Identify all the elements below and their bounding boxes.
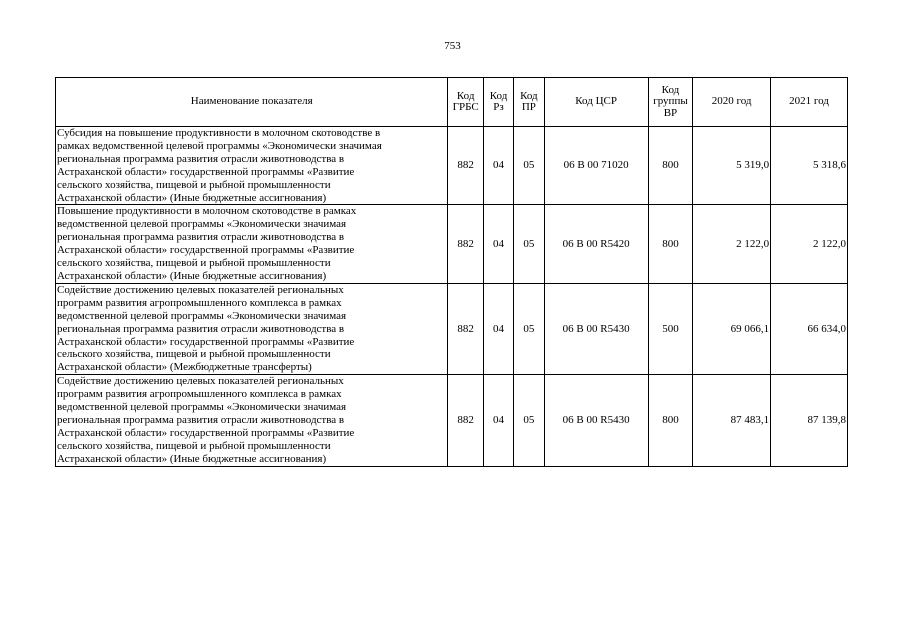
row-name: Содействие достижению целевых показателей региональных программ развития агропромышленного комплекса в рамках ведомственной целевой программы «Экономически значимая региональная программа развития отрасли животноводства в Астраханской области» государственной программы «Развитие сельского хозяйства, пищевой и рыбной промышленности Астраханской области» (Иные бюджетные ассигнования) — [56, 375, 448, 466]
row-name: Субсидия на повышение продуктивности в молочном скотоводстве в рамках ведомственной целевой программы «Экономически значимая региональная программа развития отрасли животноводства в Астраханской области» государственной программы «Развитие сельского хозяйства, пищевой и рыбной промышленности Астраханской области» (Иные бюджетные ассигнования) — [56, 127, 448, 205]
table-row — [56, 283, 848, 374]
page-number: 753 — [444, 40, 461, 52]
row-csr: 06 В 00 R5420 — [544, 205, 648, 283]
row-2021: 66 634,0 — [771, 283, 848, 374]
row-csr: 06 В 00 R5430 — [544, 283, 648, 374]
header-rz: Код Рз — [483, 78, 513, 127]
header-name: Наименование показателя — [56, 78, 448, 127]
row-name: Повышение продуктивности в молочном скотоводстве в рамках ведомственной целевой программы «Экономически значимая региональная программа развития отрасли животноводства в Астраханской области» государственной программы «Развитие сельского хозяйства, пищевой и рыбной промышленности Астраханской области» (Иные бюджетные ассигнования) — [56, 205, 448, 283]
header-2021: 2021 год — [771, 78, 848, 127]
row-rz: 04 — [483, 127, 513, 205]
header-vr: Код группы ВР — [648, 78, 693, 127]
row-grbs: 882 — [448, 375, 483, 466]
row-2021: 87 139,8 — [771, 375, 848, 466]
row-csr: 06 В 00 R5430 — [544, 375, 648, 466]
row-rz: 04 — [483, 375, 513, 466]
header-csr: Код ЦСР — [544, 78, 648, 127]
budget-table — [55, 77, 848, 467]
row-2021: 2 122,0 — [771, 205, 848, 283]
row-vr: 800 — [648, 205, 693, 283]
row-vr: 800 — [648, 375, 693, 466]
row-2020: 69 066,1 — [693, 283, 771, 374]
row-name: Содействие достижению целевых показателей региональных программ развития агропромышленного комплекса в рамках ведомственной целевой программы «Экономически значимая региональная программа развития отрасли животноводства в Астраханской области» государственной программы «Развитие сельского хозяйства, пищевой и рыбной промышленности Астраханской области» (Межбюджетные трансферты) — [56, 283, 448, 374]
row-grbs: 882 — [448, 283, 483, 374]
table-row — [56, 205, 848, 283]
row-rz: 04 — [483, 283, 513, 374]
row-vr: 500 — [648, 283, 693, 374]
table-row — [56, 375, 848, 466]
table-row — [56, 127, 848, 205]
row-pr: 05 — [514, 375, 544, 466]
row-pr: 05 — [514, 205, 544, 283]
header-2020: 2020 год — [693, 78, 771, 127]
row-2021: 5 318,6 — [771, 127, 848, 205]
row-pr: 05 — [514, 127, 544, 205]
header-grbs: Код ГРБС — [448, 78, 483, 127]
row-2020: 5 319,0 — [693, 127, 771, 205]
row-csr: 06 В 00 71020 — [544, 127, 648, 205]
row-grbs: 882 — [448, 127, 483, 205]
row-pr: 05 — [514, 283, 544, 374]
row-rz: 04 — [483, 205, 513, 283]
row-vr: 800 — [648, 127, 693, 205]
row-grbs: 882 — [448, 205, 483, 283]
row-2020: 2 122,0 — [693, 205, 771, 283]
table-header-row — [56, 78, 848, 127]
header-pr: Код ПР — [514, 78, 544, 127]
row-2020: 87 483,1 — [693, 375, 771, 466]
